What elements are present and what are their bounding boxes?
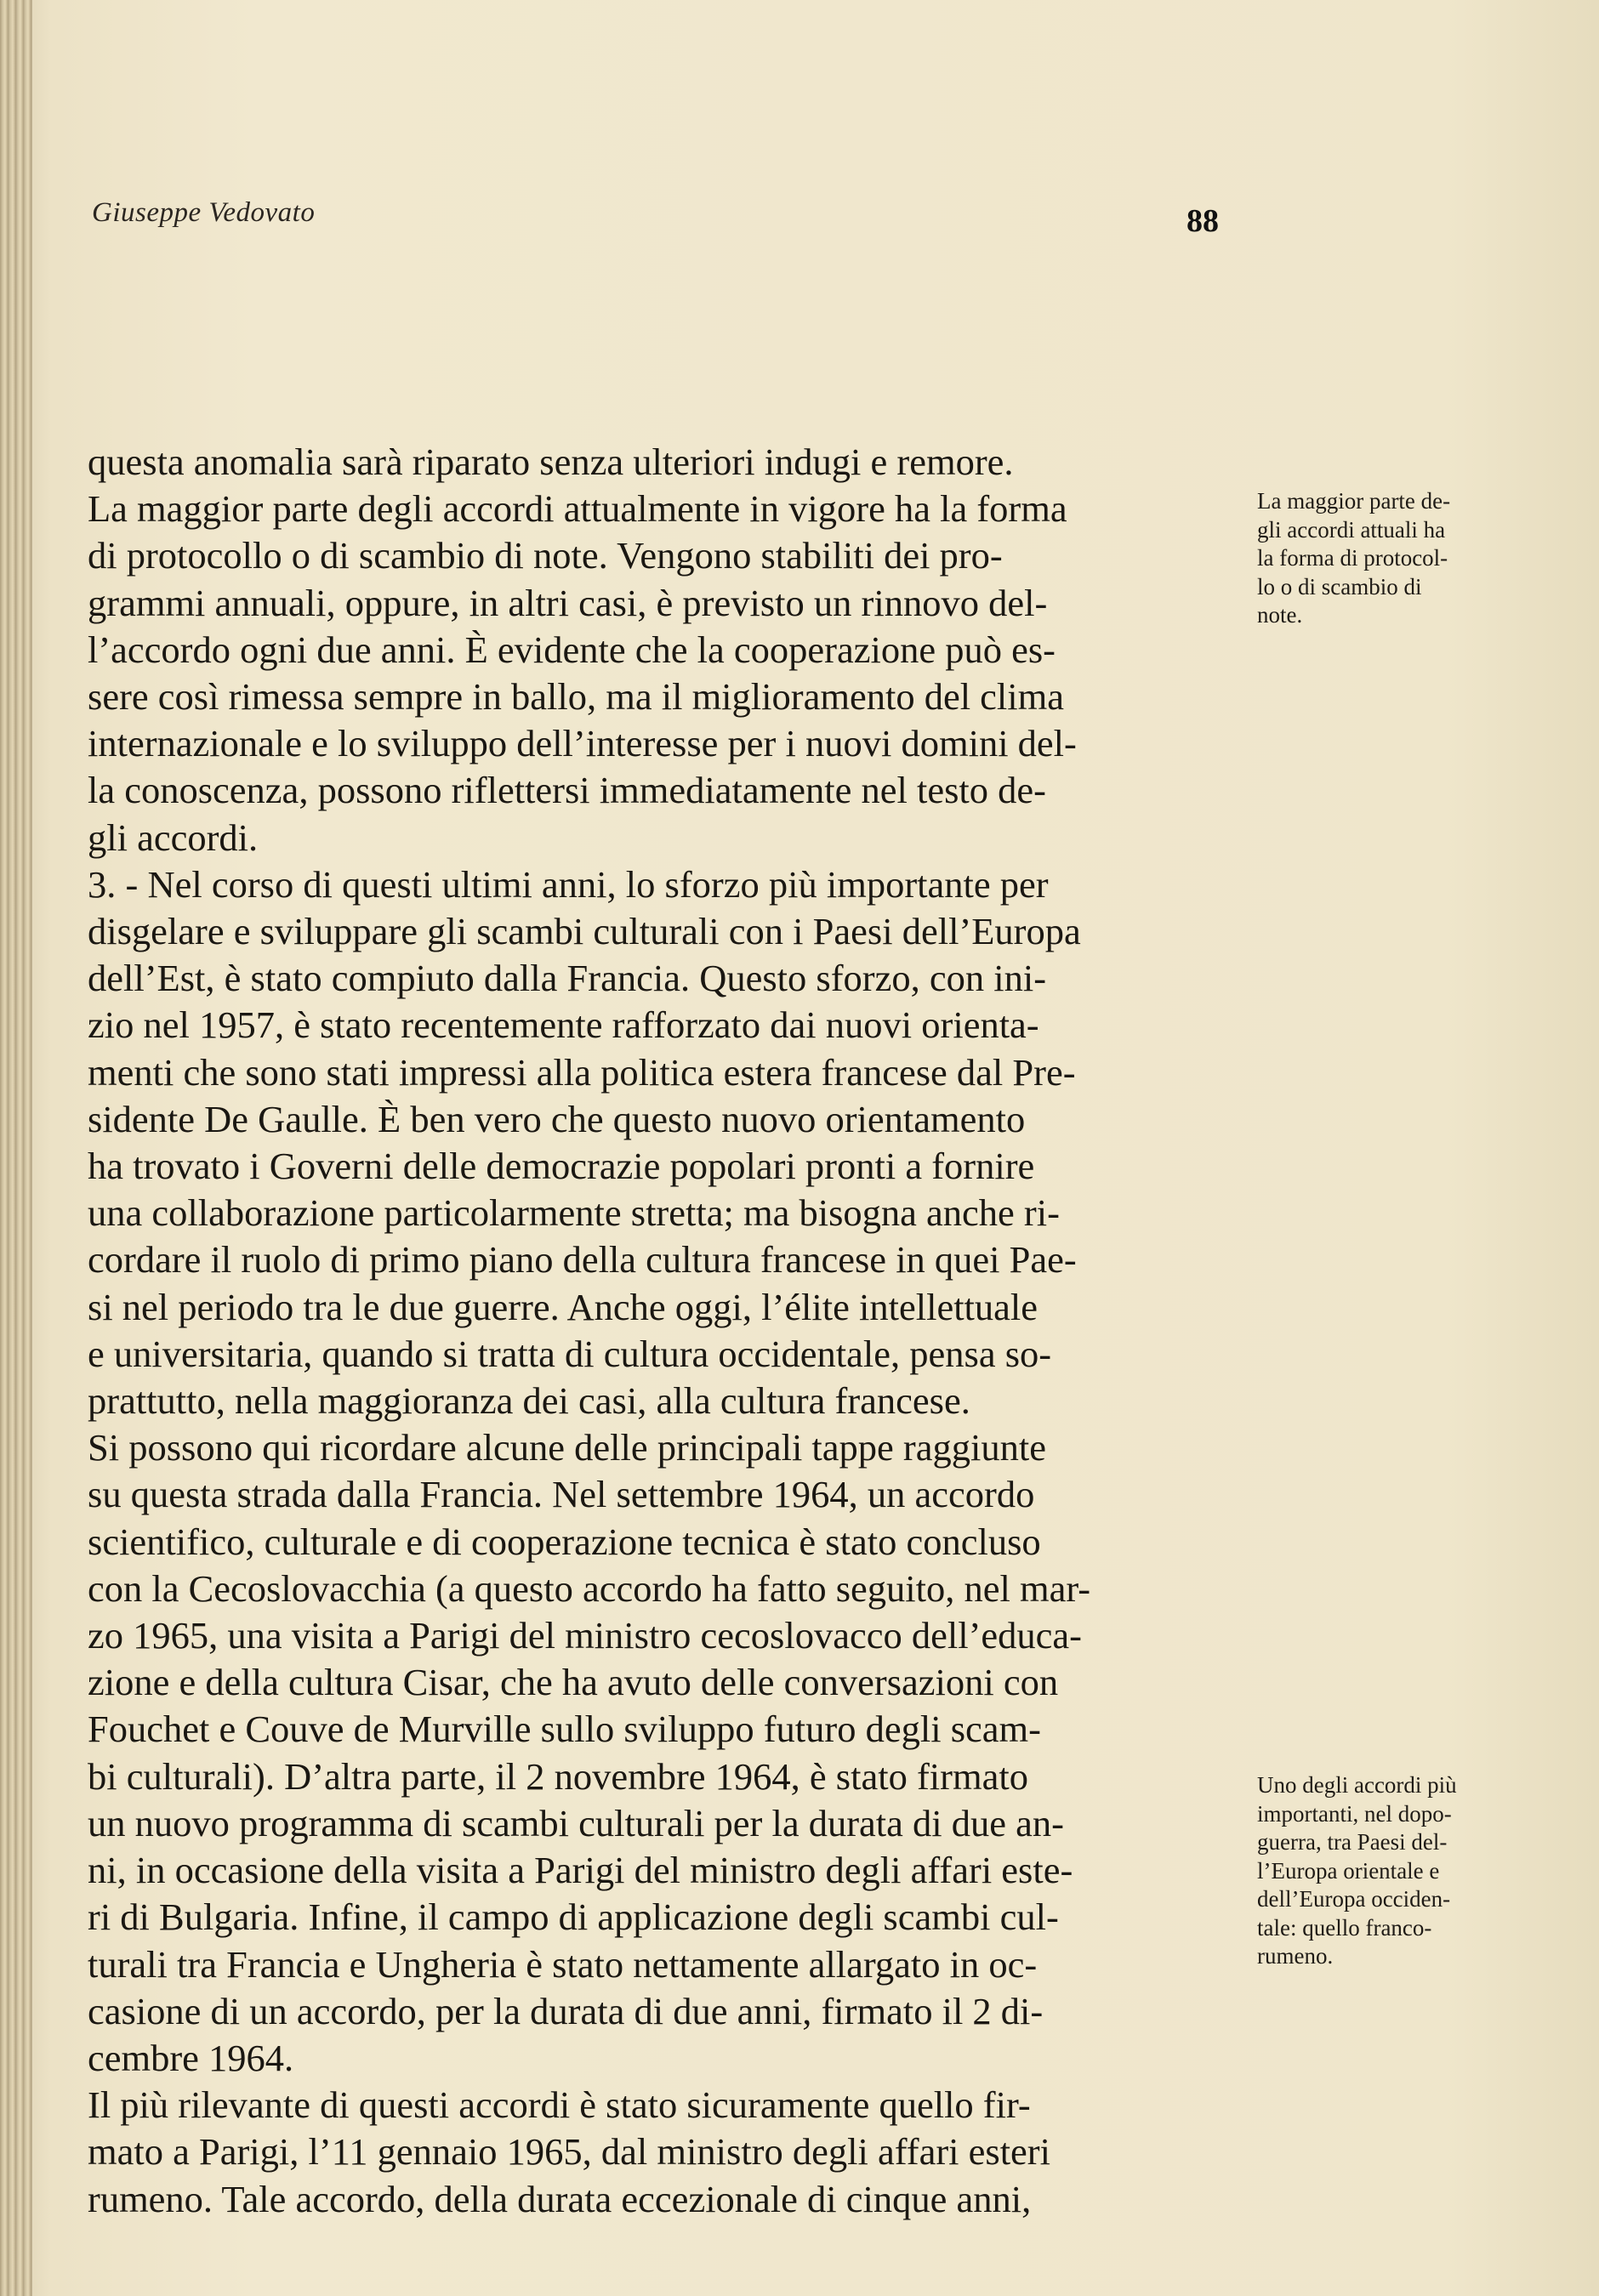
text-line: gli accordi. xyxy=(88,816,259,859)
book-binding-edge xyxy=(0,0,32,2296)
text-line: Fouchet e Couve de Murville sullo sviluppo futuro degli scam- xyxy=(88,1708,1041,1751)
body-text xyxy=(88,439,1223,2223)
margin-note-line: note. xyxy=(1257,602,1303,628)
text-line: una collaborazione particolarmente stretta; ma bisogna anche ri- xyxy=(88,1191,1060,1235)
margin-note-line: la forma di protocol- xyxy=(1257,545,1448,571)
text-line: di protocollo o di scambio di note. Vengono stabiliti dei pro- xyxy=(88,534,1003,577)
text-line: Il più rilevante di questi accordi è stato sicuramente quello fir- xyxy=(88,2083,1031,2127)
text-line: zione e della cultura Cisar, che ha avuto delle conversazioni con xyxy=(88,1661,1059,1704)
margin-note-line: importanti, nel dopo- xyxy=(1257,1800,1452,1827)
text-line: si nel periodo tra le due guerre. Anche oggi, l’élite intellettuale xyxy=(88,1285,1038,1328)
text-line: prattutto, nella maggioranza dei casi, alla cultura francese. xyxy=(88,1379,970,1423)
text-line: con la Cecoslovacchia (a questo accordo ha fatto seguito, nel mar- xyxy=(88,1566,1091,1610)
text-line: ni, in occasione della visita a Parigi del ministro degli affari este- xyxy=(88,1849,1073,1892)
text-line: l’accordo ogni due anni. È evidente che la cooperazione può es- xyxy=(88,628,1056,671)
margin-note-line: lo o di scambio di xyxy=(1257,573,1422,600)
text-line: e universitaria, quando si tratta di cultura occidentale, pensa so- xyxy=(88,1332,1052,1375)
text-line: internazionale e lo sviluppo dell’interesse per i nuovi domini del- xyxy=(88,722,1077,765)
margin-note-line: Uno degli accordi più xyxy=(1257,1772,1457,1798)
text-line: dell’Est, è stato compiuto dalla Francia. Questo sforzo, con ini- xyxy=(88,957,1047,1000)
text-line: casione di un accordo, per la durata di due anni, firmato il 2 di- xyxy=(88,1989,1044,2032)
text-line: menti che sono stati impressi alla politica estera francese dal Pre- xyxy=(88,1050,1076,1094)
margin-note-line: guerra, tra Paesi del- xyxy=(1257,1829,1448,1855)
text-line: scientifico, culturale e di cooperazione tecnica è stato concluso xyxy=(88,1520,1041,1563)
margin-note-line: tale: quello franco- xyxy=(1257,1914,1432,1941)
text-line: un nuovo programma di scambi culturali per la durata di due an- xyxy=(88,1801,1064,1844)
text-line: La maggior parte degli accordi attualmente in vigore ha la forma xyxy=(88,487,1067,531)
page-number: 88 xyxy=(1186,203,1219,239)
text-line: zio nel 1957, è stato recentemente rafforzato dai nuovi orienta- xyxy=(88,1003,1039,1047)
text-line: sidente De Gaulle. È ben vero che questo nuovo orientamento xyxy=(88,1097,1026,1140)
text-line: ha trovato i Governi delle democrazie popolari pronti a fornire xyxy=(88,1145,1035,1188)
margin-note-line: La maggior parte de- xyxy=(1257,488,1451,514)
text-line: grammi annuali, oppure, in altri casi, è previsto un rinnovo del- xyxy=(88,581,1048,624)
margin-note-line: gli accordi attuali ha xyxy=(1257,516,1446,543)
text-line: turali tra Francia e Ungheria è stato nettamente allargato in oc- xyxy=(88,1942,1038,1986)
text-line: ri di Bulgaria. Infine, il campo di applicazione degli scambi cul- xyxy=(88,1895,1059,1939)
text-line: rumeno. Tale accordo, della durata eccezionale di cinque anni, xyxy=(88,2177,1032,2220)
text-line: Si possono qui ricordare alcune delle principali tappe raggiunte xyxy=(88,1426,1046,1469)
margin-note-franco-romanian xyxy=(1257,1771,1529,1971)
text-line: disgelare e sviluppare gli scambi culturali con i Paesi dell’Europa xyxy=(88,910,1081,953)
margin-note-line: rumeno. xyxy=(1257,1943,1334,1969)
running-head-author: Giuseppe Vedovato xyxy=(92,197,316,228)
text-line: su questa strada dalla Francia. Nel settembre 1964, un accordo xyxy=(88,1473,1035,1516)
margin-note-protocol-form xyxy=(1257,487,1529,630)
text-line: questa anomalia sarà riparato senza ulteriori indugi e remore. xyxy=(88,440,1014,483)
text-line: zo 1965, una visita a Parigi del ministro cecoslovacco dell’educa- xyxy=(88,1614,1082,1657)
text-line: la conoscenza, possono riflettersi immediatamente nel testo de- xyxy=(88,769,1046,812)
text-line: mato a Parigi, l’11 gennaio 1965, dal ministro degli affari esteri xyxy=(88,2130,1050,2174)
margin-note-line: dell’Europa occiden- xyxy=(1257,1886,1451,1912)
text-line: cembre 1964. xyxy=(88,2036,294,2079)
text-line: cordare il ruolo di primo piano della cultura francese in quei Pae- xyxy=(88,1238,1077,1282)
margin-note-line: l’Europa orientale e xyxy=(1257,1857,1440,1884)
text-line: 3. - Nel corso di questi ultimi anni, lo sforzo più importante per xyxy=(88,862,1049,906)
text-line: bi culturali). D’altra parte, il 2 novembre 1964, è stato firmato xyxy=(88,1754,1028,1798)
text-line: sere così rimessa sempre in ballo, ma il miglioramento del clima xyxy=(88,675,1065,719)
